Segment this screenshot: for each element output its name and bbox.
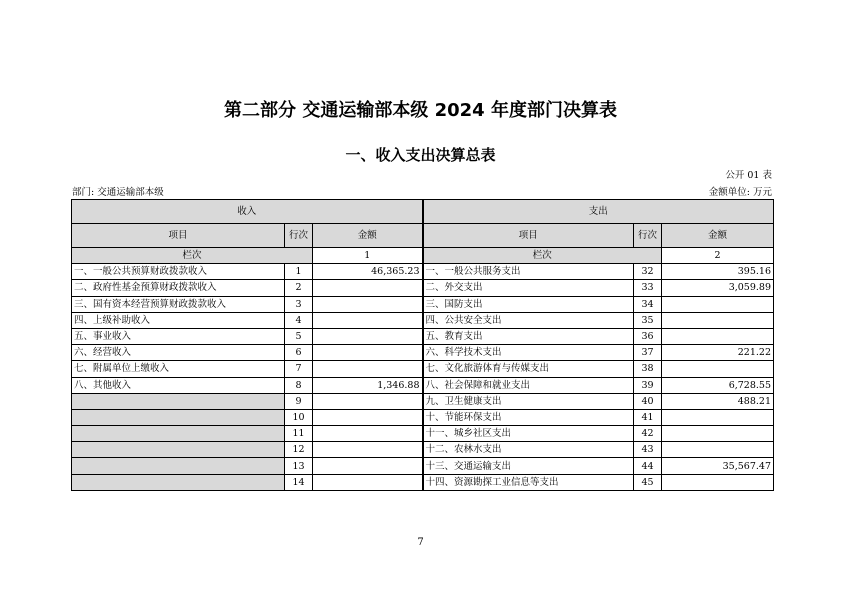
expense-line-cell: 37 (634, 345, 662, 361)
income-item-header: 项目 (72, 224, 285, 248)
income-amount-cell (313, 393, 423, 409)
table-row (72, 312, 774, 328)
page-number: 7 (417, 537, 424, 548)
income-amount-cell (313, 474, 423, 490)
income-line-cell: 11 (285, 426, 313, 442)
expense-amount-header: 金额 (662, 224, 774, 248)
income-item-cell (72, 474, 285, 490)
income-line-cell: 3 (285, 296, 313, 312)
income-line-cell: 10 (285, 409, 313, 425)
expense-header: 支出 (423, 200, 774, 224)
income-amount-cell (313, 361, 423, 377)
table-title: 一、收入支出决算总表 (345, 146, 496, 164)
income-amount-cell (313, 296, 423, 312)
expense-item-cell: 六、科学技术支出 (423, 345, 634, 361)
form-code: 公开 01 表 (725, 170, 772, 181)
expense-line-cell: 34 (634, 296, 662, 312)
expense-amount-cell: 3,059.89 (662, 280, 774, 296)
income-amount-cell (313, 442, 423, 458)
income-item-cell: 五、事业收入 (72, 328, 285, 344)
expense-item-cell: 五、教育支出 (423, 328, 634, 344)
expense-item-cell: 一、一般公共服务支出 (423, 264, 634, 280)
income-line-cell: 9 (285, 393, 313, 409)
expense-line-cell: 36 (634, 328, 662, 344)
expense-line-cell: 32 (634, 264, 662, 280)
expense-item-cell: 十三、交通运输支出 (423, 458, 634, 474)
expense-line-cell: 42 (634, 426, 662, 442)
table-row (72, 328, 774, 344)
table-row (72, 426, 774, 442)
expense-item-cell: 十二、农林水支出 (423, 442, 634, 458)
expense-line-cell: 43 (634, 442, 662, 458)
income-line-cell: 4 (285, 312, 313, 328)
income-line-cell: 8 (285, 377, 313, 393)
income-line-cell: 6 (285, 345, 313, 361)
table-row (72, 264, 774, 280)
income-amount-cell (313, 458, 423, 474)
unit-label: 金额单位: 万元 (708, 187, 772, 198)
expense-amount-cell: 35,567.47 (662, 458, 774, 474)
income-line-cell: 1 (285, 264, 313, 280)
income-amount-cell (313, 426, 423, 442)
expense-line-cell: 33 (634, 280, 662, 296)
income-expense-table (71, 199, 774, 491)
expense-amount-cell (662, 361, 774, 377)
expense-item-cell: 八、社会保障和就业支出 (423, 377, 634, 393)
income-line-header: 行次 (285, 224, 313, 248)
expense-amount-cell (662, 312, 774, 328)
section-header-row (72, 200, 774, 224)
expense-item-cell: 九、卫生健康支出 (423, 393, 634, 409)
column-header-row (72, 224, 774, 248)
income-amount-cell (313, 328, 423, 344)
expense-item-cell: 四、公共安全支出 (423, 312, 634, 328)
table-row (72, 361, 774, 377)
expense-item-cell: 十四、资源勘探工业信息等支出 (423, 474, 634, 490)
income-item-cell: 六、经营收入 (72, 345, 285, 361)
income-line-cell: 14 (285, 474, 313, 490)
table-row (72, 409, 774, 425)
income-item-cell (72, 393, 285, 409)
table-row (72, 280, 774, 296)
expense-item-cell: 三、国防支出 (423, 296, 634, 312)
table-row (72, 296, 774, 312)
income-column-number: 1 (313, 248, 423, 264)
table-row (72, 393, 774, 409)
expense-line-cell: 40 (634, 393, 662, 409)
expense-amount-cell: 6,728.55 (662, 377, 774, 393)
expense-item-cell: 七、文化旅游体育与传媒支出 (423, 361, 634, 377)
income-item-cell (72, 458, 285, 474)
income-item-cell: 四、上级补助收入 (72, 312, 285, 328)
page-title: 第二部分 交通运输部本级 2024 年度部门决算表 (224, 100, 617, 121)
income-item-cell: 一、一般公共预算财政拨款收入 (72, 264, 285, 280)
income-amount-cell (313, 345, 423, 361)
expense-amount-cell (662, 328, 774, 344)
expense-line-header: 行次 (634, 224, 662, 248)
income-amount-cell (313, 409, 423, 425)
expense-amount-cell (662, 296, 774, 312)
expense-column-label: 栏次 (423, 248, 662, 264)
expense-line-cell: 44 (634, 458, 662, 474)
income-line-cell: 2 (285, 280, 313, 296)
expense-line-cell: 45 (634, 474, 662, 490)
column-number-row (72, 248, 774, 264)
expense-item-cell: 十一、城乡社区支出 (423, 426, 634, 442)
income-amount-cell (313, 280, 423, 296)
expense-amount-cell: 221.22 (662, 345, 774, 361)
expense-item-cell: 十、节能环保支出 (423, 409, 634, 425)
table-row (72, 345, 774, 361)
income-item-cell (72, 426, 285, 442)
expense-column-number: 2 (662, 248, 774, 264)
income-line-cell: 7 (285, 361, 313, 377)
department-label: 部门: 交通运输部本级 (72, 187, 164, 198)
income-line-cell: 5 (285, 328, 313, 344)
income-item-cell: 七、附属单位上缴收入 (72, 361, 285, 377)
expense-line-cell: 39 (634, 377, 662, 393)
expense-amount-cell: 488.21 (662, 393, 774, 409)
income-line-cell: 12 (285, 442, 313, 458)
expense-amount-cell (662, 442, 774, 458)
expense-line-cell: 41 (634, 409, 662, 425)
expense-line-cell: 35 (634, 312, 662, 328)
table-row (72, 458, 774, 474)
expense-amount-cell (662, 474, 774, 490)
income-header: 收入 (72, 200, 423, 224)
expense-amount-cell: 395.16 (662, 264, 774, 280)
income-amount-cell (313, 312, 423, 328)
expense-item-header: 项目 (423, 224, 634, 248)
income-amount-cell: 46,365.23 (313, 264, 423, 280)
income-amount-cell: 1,346.88 (313, 377, 423, 393)
table-row (72, 474, 774, 490)
income-line-cell: 13 (285, 458, 313, 474)
expense-amount-cell (662, 426, 774, 442)
income-item-cell: 二、政府性基金预算财政拨款收入 (72, 280, 285, 296)
expense-item-cell: 二、外交支出 (423, 280, 634, 296)
expense-line-cell: 38 (634, 361, 662, 377)
table-row (72, 442, 774, 458)
income-item-cell (72, 409, 285, 425)
expense-amount-cell (662, 409, 774, 425)
income-column-label: 栏次 (72, 248, 313, 264)
income-item-cell: 八、其他收入 (72, 377, 285, 393)
table-row (72, 377, 774, 393)
income-amount-header: 金额 (313, 224, 423, 248)
income-item-cell (72, 442, 285, 458)
income-item-cell: 三、国有资本经营预算财政拨款收入 (72, 296, 285, 312)
